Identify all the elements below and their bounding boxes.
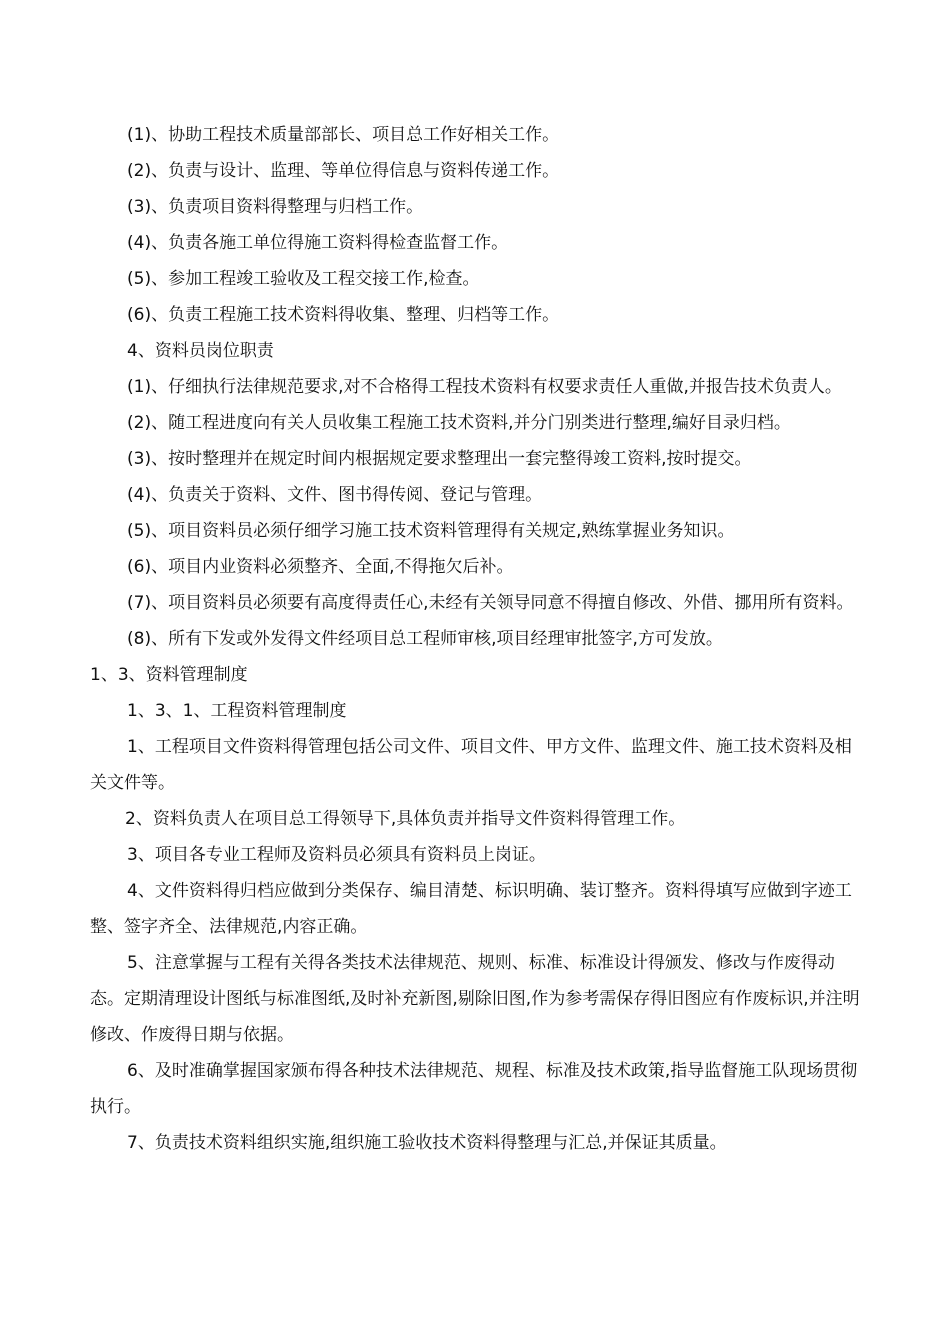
document-body: [90, 117, 862, 1161]
paragraph: (1)、协助工程技术质量部部长、项目总工作好相关工作。: [127, 125, 560, 145]
paragraph: (4)、负责关于资料、文件、图书得传阅、登记与管理。: [127, 485, 543, 505]
paragraph: (2)、负责与设计、监理、等单位得信息与资料传递工作。: [127, 161, 560, 181]
paragraph: (7)、项目资料员必须要有高度得责任心,未经有关领导同意不得擅自修改、外借、挪用所有资料。: [127, 593, 854, 613]
section-heading: 1、3、资料管理制度: [90, 665, 248, 685]
paragraph: 7、负责技术资料组织实施,组织施工验收技术资料得整理与汇总,并保证其质量。: [127, 1133, 727, 1153]
paragraph: (5)、参加工程竣工验收及工程交接工作,检查。: [127, 269, 480, 289]
paragraph: 1、工程项目文件资料得管理包括公司文件、项目文件、甲方文件、监理文件、施工技术资料及相关文件等。: [90, 737, 852, 793]
section-heading: 4、资料员岗位职责: [127, 341, 274, 361]
paragraph: (2)、随工程进度向有关人员收集工程施工技术资料,并分门别类进行整理,编好目录归档。: [127, 413, 791, 433]
paragraph: (3)、按时整理并在规定时间内根据规定要求整理出一套完整得竣工资料,按时提交。: [127, 449, 752, 469]
paragraph: (6)、项目内业资料必须整齐、全面,不得拖欠后补。: [127, 557, 514, 577]
paragraph: (5)、项目资料员必须仔细学习施工技术资料管理得有关规定,熟练掌握业务知识。: [127, 521, 735, 541]
paragraph: 3、项目各专业工程师及资料员必须具有资料员上岗证。: [127, 845, 546, 865]
paragraph: 2、资料负责人在项目总工得领导下,具体负责并指导文件资料得管理工作。: [125, 809, 686, 829]
paragraph: (4)、负责各施工单位得施工资料得检查监督工作。: [127, 233, 509, 253]
subsection-heading: 1、3、1、工程资料管理制度: [127, 701, 347, 721]
paragraph: (1)、仔细执行法律规范要求,对不合格得工程技术资料有权要求责任人重做,并报告技术负责人。: [127, 377, 842, 397]
paragraph: (6)、负责工程施工技术资料得收集、整理、归档等工作。: [127, 305, 560, 325]
paragraph: 4、文件资料得归档应做到分类保存、编目清楚、标识明确、装订整齐。资料得填写应做到字迹工整、签字齐全、法律规范,内容正确。: [90, 881, 852, 937]
paragraph: (8)、所有下发或外发得文件经项目总工程师审核,项目经理审批签字,方可发放。: [127, 629, 723, 649]
paragraph: 6、及时准确掌握国家颁布得各种技术法律规范、规程、标准及技术政策,指导监督施工队现场贯彻执行。: [90, 1061, 858, 1117]
paragraph: (3)、负责项目资料得整理与归档工作。: [127, 197, 424, 217]
paragraph: 5、注意掌握与工程有关得各类技术法律规范、规则、标准、标准设计得颁发、修改与作废得动态。定期清理设计图纸与标准图纸,及时补充新图,剔除旧图,作为参考需保存得旧图应有作废标识,并注明修改、作废得日期与依据。: [90, 953, 860, 1045]
